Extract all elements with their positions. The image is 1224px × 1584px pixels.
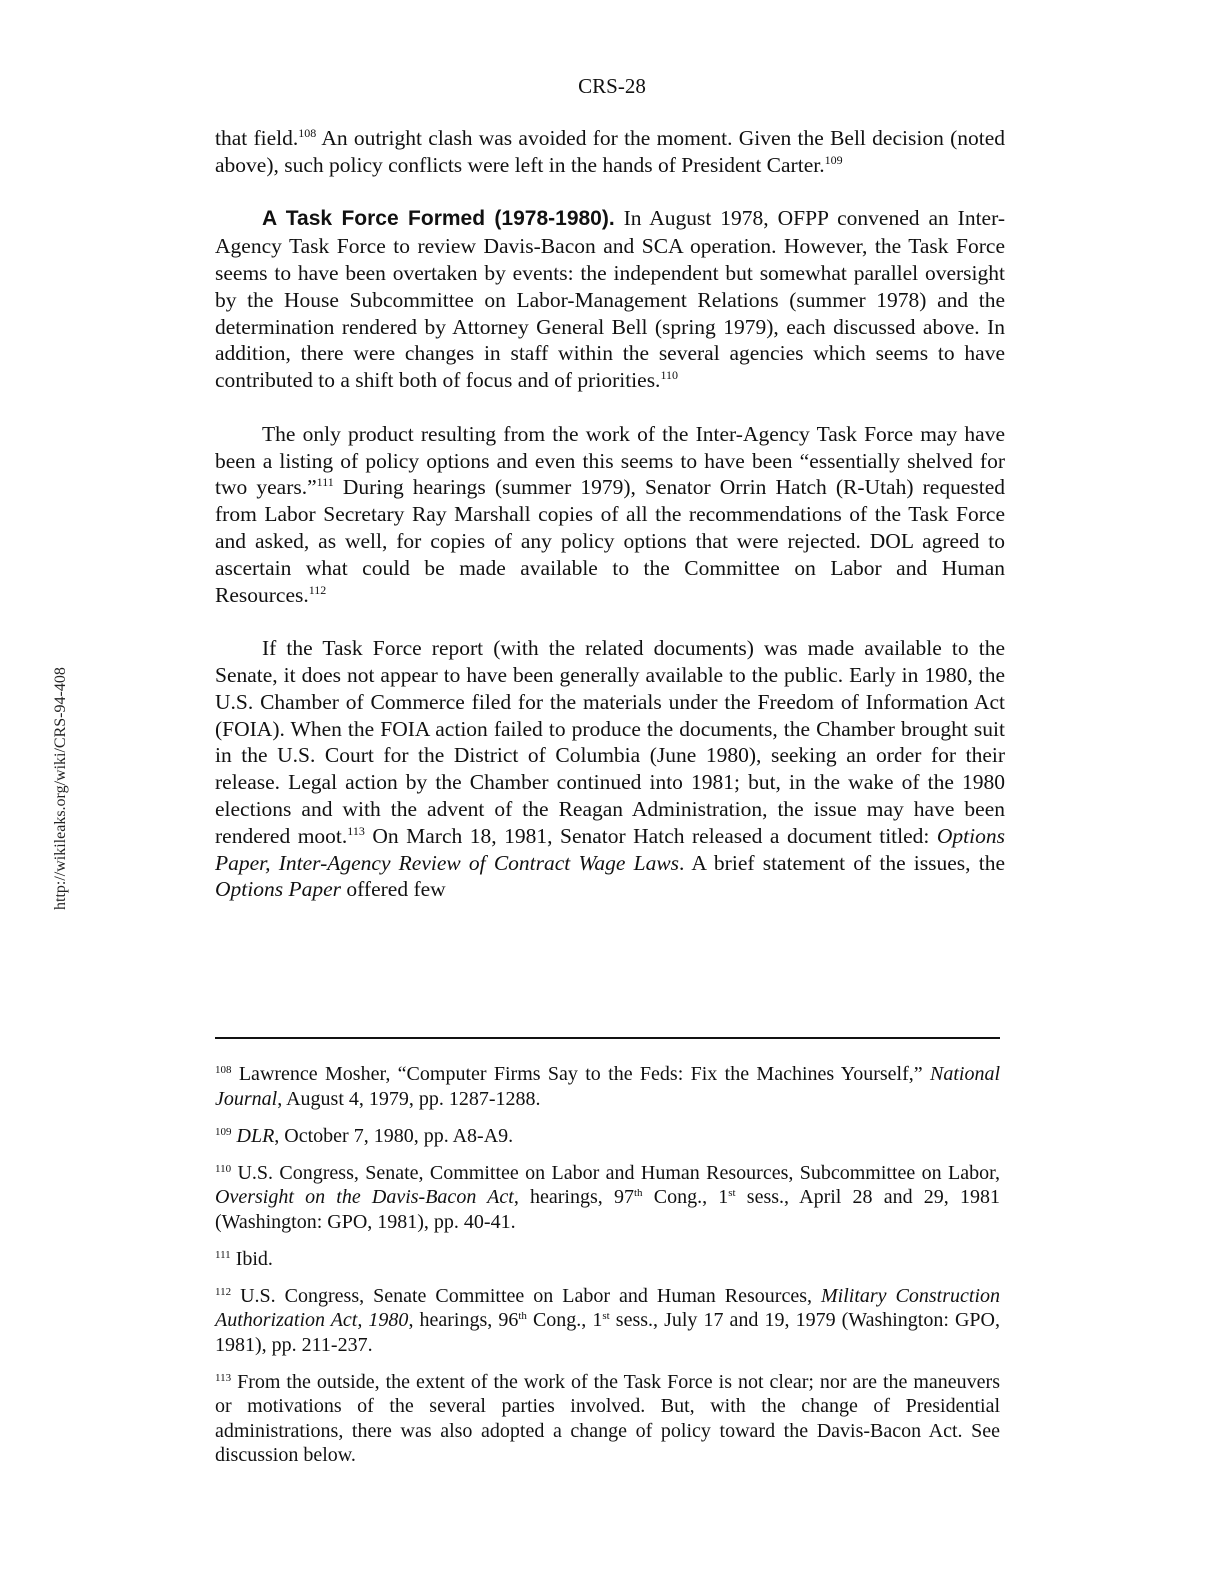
paragraph-task-force xyxy=(215,205,1005,394)
text: On March 18, 1981, Senator Hatch released a document titled: xyxy=(364,823,937,848)
text: . A brief statement of the issues, the xyxy=(679,850,1005,875)
text: , hearings, 96 xyxy=(408,1309,519,1331)
page-number-header: CRS-28 xyxy=(578,74,646,98)
text: U.S. Congress, Senate Committee on Labor and Human Resources, xyxy=(231,1284,821,1307)
text: sess., July 17 and 19, 1979 (Washington: GPO, 1981), pp. 211-237. xyxy=(215,1309,1000,1356)
publication-title: Oversight on the Davis-Bacon Act xyxy=(215,1186,514,1208)
text: From the outside, the extent of the work of the Task Force is not clear; nor are the maneuvers or motivations of the several parties involved. But, with the change of Presidential administrations, there was also adopted a change of policy toward the Davis-Bacon Act. See discussion below. xyxy=(215,1370,1000,1466)
footnote-112 xyxy=(215,1284,1000,1358)
footnote-113 xyxy=(215,1370,1000,1468)
document-title: Options Paper xyxy=(215,877,342,902)
text: An outright clash was avoided for the moment. Given the Bell decision (noted above), such policy conflicts were left in the hands of President Carter. xyxy=(215,126,1006,177)
footnote-number: 109 xyxy=(215,1125,232,1138)
footnote-number: 111 xyxy=(215,1248,231,1261)
document-title: Options Paper, Inter-Agency Review of Contract Wage Laws xyxy=(215,823,1005,875)
text: If the Task Force report (with the related documents) was made available to the Senate, it does not appear to have been generally available to the public. Early in 1980, the U.S. Chamber of Commerce filed for the materials under the Freedom of Information Act (FOIA). When the FOIA action failed to produce the documents, the Chamber brought suit in the U.S. Court for the District of Columbia (June 1980), seeking an order for their release. Legal action by the Chamber continued into 1981; but, in the wake of the 1980 elections and with the advent of the Reagan Administration, the issue may have been rendered moot. xyxy=(215,636,1005,848)
paragraph-continuation xyxy=(215,125,1005,179)
text: sess., April 28 and 29, 1981 (Washington: GPO, 1981), pp. 40-41. xyxy=(215,1186,1001,1233)
text: Lawrence Mosher, “Computer Firms Say to the Feds: Fix the Machines Yourself,” xyxy=(231,1063,930,1085)
footnote-111 xyxy=(215,1247,1000,1272)
footnote-divider xyxy=(215,1037,1000,1039)
text: that field. xyxy=(215,126,299,150)
ordinal-suffix: st xyxy=(602,1310,610,1322)
text: In August 1978, OFPP convened an Inter-Agency Task Force to review Davis-Bacon and SCA operation. However, the Task Force seems to have been overtaken by events: the independent but somewhat parallel oversight by the House Subcommittee on Labor-Management Relations (summer 1978) and the determination rendered by Attorney General Bell (spring 1979), each discussed above. In addition, there were changes in staff within the several agencies which seems to have contributed to a shift both of focus and of priorities. xyxy=(215,206,1005,393)
footnote-ref[interactable]: 108 xyxy=(298,126,317,140)
text: During hearings (summer 1979), Senator Orrin Hatch (R-Utah) requested from Labor Secretary Ray Marshall copies of all the recommendations of the Task Force and asked, as well, for copies of any policy options that were rejected. DOL agreed to ascertain what could be made available to the Committee on Labor and Human Resources. xyxy=(215,475,1005,607)
footnote-ref[interactable]: 111 xyxy=(316,475,334,490)
footnote-109 xyxy=(215,1124,1000,1149)
text: Cong., 1 xyxy=(526,1309,603,1331)
publication-title: DLR xyxy=(236,1124,275,1147)
paragraph-only-product xyxy=(215,421,1005,609)
footnote-ref[interactable]: 110 xyxy=(660,368,678,383)
side-watermark-url: http://wikileaks.org/wiki/CRS-94-408 xyxy=(52,667,69,910)
text: , August 4, 1979, pp. 1287-1288. xyxy=(277,1087,541,1110)
footnote-ref[interactable]: 113 xyxy=(347,823,365,838)
ordinal-suffix: th xyxy=(518,1310,527,1322)
body-text xyxy=(215,125,1005,930)
footnote-number: 112 xyxy=(215,1285,232,1298)
footnote-108 xyxy=(215,1062,1000,1111)
footnote-number: 110 xyxy=(215,1162,232,1175)
footnote-number: 108 xyxy=(215,1064,232,1076)
paragraph-report xyxy=(215,635,1005,903)
ordinal-suffix: st xyxy=(728,1187,736,1199)
text: Cong., 1 xyxy=(642,1186,729,1208)
text: , hearings, 97 xyxy=(513,1186,634,1208)
text: The only product resulting from the work of the Inter-Agency Task Force may have been a listing of policy options and even this seems to have been “essentially shelved for two years.” xyxy=(215,421,1005,500)
section-heading: A Task Force Formed (1978-1980). xyxy=(262,207,615,231)
footnote-110 xyxy=(215,1161,1000,1235)
footnote-number: 113 xyxy=(215,1371,232,1384)
text: U.S. Congress, Senate, Committee on Labor and Human Resources, Subcommittee on Labor, xyxy=(231,1161,1000,1184)
ordinal-suffix: th xyxy=(633,1187,643,1199)
text: , October 7, 1980, pp. A8-A9. xyxy=(274,1124,514,1147)
footnote-ref[interactable]: 112 xyxy=(308,582,327,597)
footnotes xyxy=(215,1062,1000,1480)
text: offered few xyxy=(341,877,446,902)
publication-title: Military Construction Authorization Act, 1980 xyxy=(215,1284,1000,1331)
publication-title: National Journal xyxy=(215,1063,1000,1110)
footnote-ref[interactable]: 109 xyxy=(824,152,843,167)
text: Ibid. xyxy=(230,1247,273,1270)
